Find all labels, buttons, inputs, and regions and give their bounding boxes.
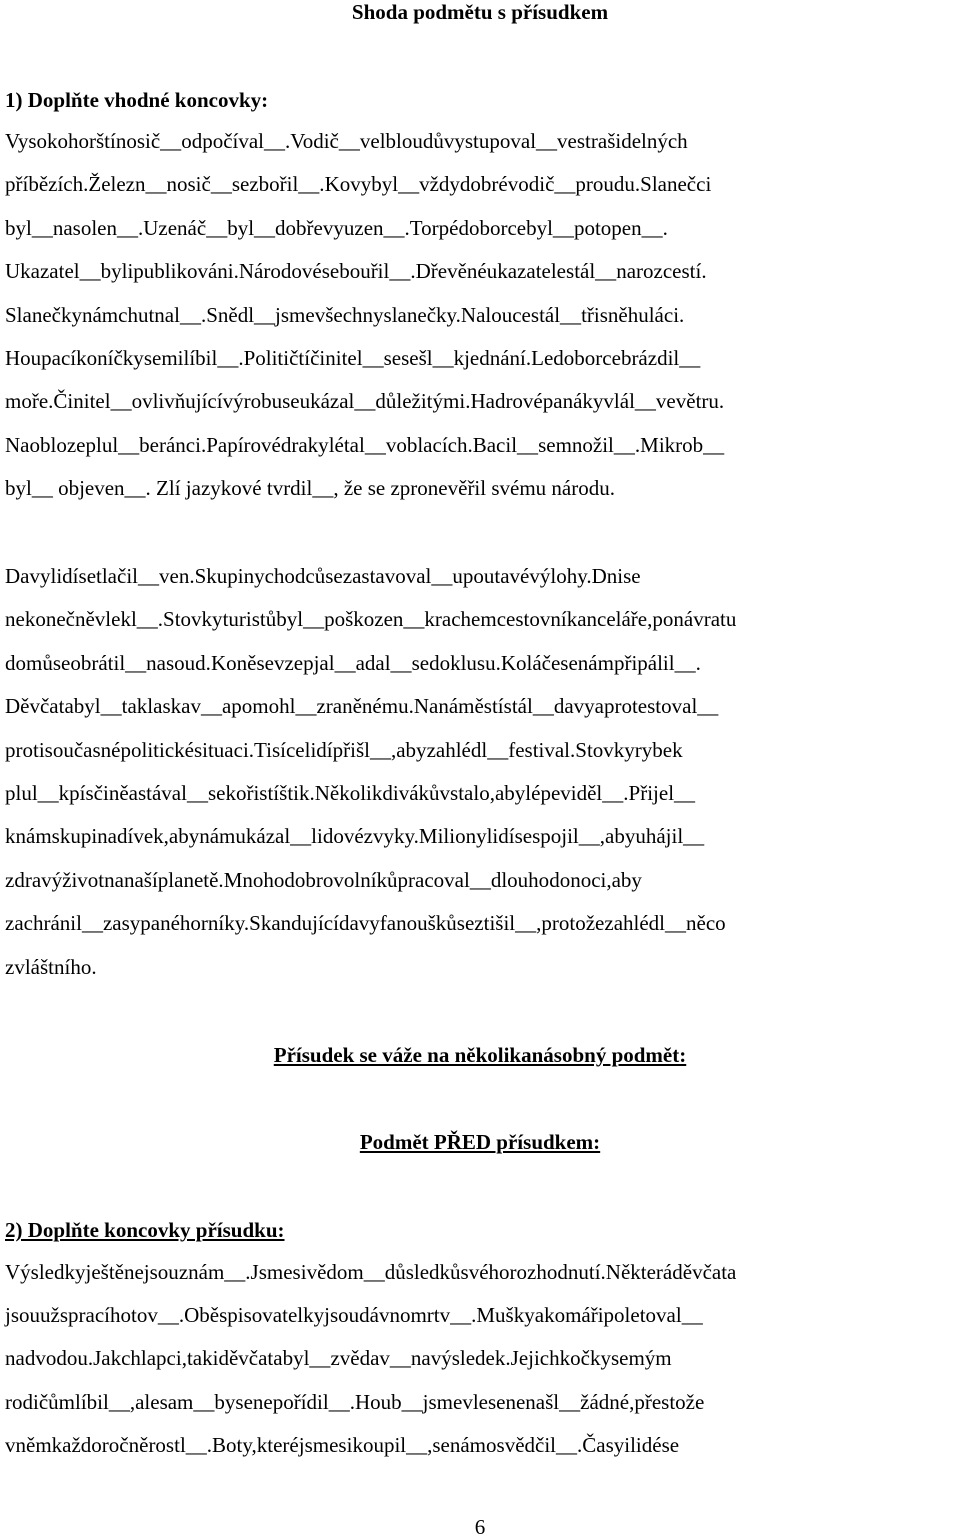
paragraph-line: nekonečněvlekl__.Stovkyturistůbyl__poškozen__krachemcestovníkanceláře,ponávratu — [5, 607, 737, 632]
paragraph-line: Houpacíkoníčkysemilíbil__.Političtíčinitel__sesešl__kjednání.Ledoborcebrázdil__ — [5, 345, 701, 370]
exercise-2-paragraph — [5, 1251, 955, 1467]
paragraph-line: vněmkaždoročněrostl__.Boty,kteréjsmesikoupil__,senámosvědčil__.Časyilidése — [5, 1432, 680, 1457]
exercise-1-paragraph-1 — [5, 120, 955, 511]
paragraph-line: Naoblozeplul__beránci.Papírovédrakylétal__voblacích.Bacil__semnožil__.Mikrob__ — [5, 432, 725, 457]
exercise-1-heading: 1) Doplňte vhodné koncovky: — [5, 88, 269, 112]
paragraph-line: plul__kpísčiněastával__sekořistíštik.Několikdivákůvstalo,abylépeviděl__.Přijel__ — [5, 780, 696, 805]
exercise-2-heading: 2) Doplňte koncovky přísudku: — [5, 1218, 285, 1242]
subsection-heading — [0, 1130, 960, 1154]
paragraph-line: byl__nasolen__.Uzenáč__byl__dobřevyuzen__.Torpédoborcebyl__potopen__. — [5, 215, 668, 240]
paragraph-line: knámskupinadívek,abynámukázal__lidovézvyky.Milionylidísespojil__,abyuhájil__ — [5, 824, 705, 849]
paragraph-line: zvláštního. — [5, 954, 97, 979]
paragraph-line: rodičůmlíbil__,alesam__bysenepořídil__.Houb__jsmevlesenenašl__žádné,přestože — [5, 1389, 705, 1414]
paragraph-line: Vysokohorštínosič__odpočíval__.Vodič__velbloudůvystupoval__vestrašidelných — [5, 129, 688, 153]
paragraph-line: jsouužspracíhotov__.Oběspisovatelkyjsoudávnomrtv__.Muškyakomářipoletoval__ — [5, 1303, 703, 1328]
paragraph-line: byl__ objeven__. Zlí jazykové tvrdil__, že se zpronevěřil svému národu. — [5, 476, 615, 501]
paragraph-line: Ukazatel__bylipublikováni.Národovésebouřil__.Dřevěnéukazatelestál__narozcestí. — [5, 259, 707, 284]
paragraph-line: Davylidísetlačil__ven.Skupinychodcůsezastavoval__upoutavévýlohy.Dnise — [5, 564, 641, 588]
paragraph-line: nadvodou.Jakchlapci,takiděvčatabyl__zvědav__navýsledek.Jejichkočkysemým — [5, 1346, 672, 1371]
paragraph-line: Výsledkyještěnejsouznám__.Jsmesivědom__důsledkůsvéhorozhodnutí.Některáděvčata — [5, 1260, 737, 1284]
page-title: Shoda podmětu s přísudkem — [351, 0, 609, 24]
subsection-heading-text: Podmět PŘED přísudkem: — [359, 1130, 601, 1154]
paragraph-line: moře.Činitel__ovlivňujícívýrobuseukázal__důležitými.Hadrovépanákyvlál__vevětru. — [5, 389, 725, 414]
paragraph-line: příbězích.Železn__nosič__sezbořil__.Kovybyl__vždydobrévodič__proudu.Slanečci — [5, 172, 712, 197]
section-heading: Přísudek se váže na několikanásobný podmět: — [273, 1043, 687, 1067]
paragraph-line: zachránil__zasypanéhorníky.Skandujícídavyfanouškůseztišil__,protožezahlédl__něco — [5, 911, 726, 936]
page-number: 6 — [474, 1515, 486, 1539]
paragraph-line: protisoučasnépolitickésituaci.Tisícelidípřišl__,abyzahlédl__festival.Stovkyrybek — [5, 737, 683, 762]
paragraph-line: Slanečkynámchutnal__.Snědl__jsmevšechnyslanečky.Naloucestál__třisněhuláci. — [5, 302, 685, 327]
exercise-1-paragraph-2 — [5, 555, 955, 989]
paragraph-line: zdravýživotnanašíplanetě.Mnohodobrovolníkůpracoval__dlouhodonoci,aby — [5, 867, 642, 892]
paragraph-line: domůseobrátil__nasoud.Koněsevzepjal__adal__sedoklusu.Koláčesenámpřipálil__. — [5, 650, 701, 675]
paragraph-line: Děvčatabyl__taklaskav__apomohl__zraněnému.Nanáměstístál__davyaprotestoval__ — [5, 694, 719, 719]
